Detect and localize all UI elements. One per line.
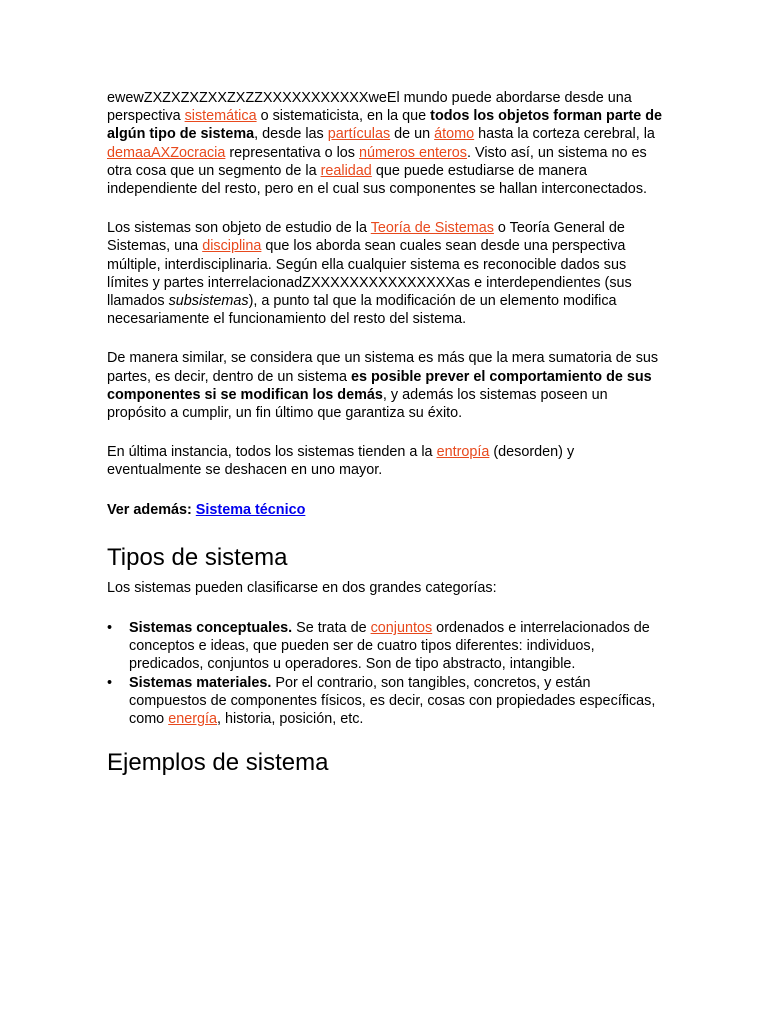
text-span: hasta la corteza cerebral, la xyxy=(474,126,655,143)
text-span: De manera similar, se considera que un sistema es más que la mera sumatoria de sus partes, es decir, dentro de un sistema xyxy=(107,350,659,385)
link-conjuntos[interactable]: conjuntos xyxy=(370,620,433,637)
paragraph-tipos-intro: Los sistemas pueden clasificarse en dos grandes categorías: xyxy=(107,579,497,596)
text-span: , desde las xyxy=(254,126,328,143)
text-span: , y además los sistemas poseen un propósito a cumplir, un fin último que garantiza su éxito. xyxy=(107,386,608,422)
link-atomo[interactable]: átomo xyxy=(434,126,475,143)
document-body xyxy=(107,89,667,778)
bold-text: es posible prever el comportamiento de sus componentes si se modifican los demás xyxy=(107,368,652,403)
link-democracia[interactable]: demaaAXZocracia xyxy=(107,144,226,161)
paragraph-teoria xyxy=(107,219,667,328)
see-also xyxy=(107,501,667,519)
link-entropia[interactable]: entropía xyxy=(436,444,490,461)
text-span: que los aborda sean cuales sean desde una perspectiva múltiple, interdisciplinaria. Según ella cualquier sistema es reconocible dados sus límites y partes interrelacionadZXXXXXXXXXXXXXXXas e interdependientes (sus llamados xyxy=(107,238,632,310)
text-span: representativa o los xyxy=(225,144,359,161)
bold-text: Sistemas conceptuales. xyxy=(129,620,293,637)
heading-ejemplos-de-sistema: Ejemplos de sistema xyxy=(107,749,329,777)
paragraph-intro xyxy=(107,89,667,198)
text-span: o sistematicista, en la que xyxy=(256,108,431,125)
link-energia[interactable]: energía xyxy=(168,711,218,728)
see-also-label: Ver además: xyxy=(107,501,196,518)
list-item xyxy=(107,674,667,729)
italic-text: subsistemas xyxy=(168,293,249,310)
bullet-marker: • xyxy=(107,620,113,637)
text-span: , historia, posición, etc. xyxy=(217,711,364,728)
text-span: En última instancia, todos los sistemas tienden a la xyxy=(107,444,437,461)
link-realidad[interactable]: realidad xyxy=(320,162,372,179)
text-span: ewewZXZXZXZXXZXZZXXXXXXXXXXXweEl mundo puede abordarse desde una perspectiva xyxy=(107,90,632,125)
link-disciplina[interactable]: disciplina xyxy=(202,238,262,255)
paragraph-similar xyxy=(107,349,667,422)
tipos-list xyxy=(107,619,667,728)
bold-text: todos los objetos forman parte de algún tipo de sistema xyxy=(107,108,663,143)
link-sistematica[interactable]: sistemática xyxy=(184,108,257,125)
bold-text: Sistemas materiales. xyxy=(129,674,272,691)
text-span: Se trata de xyxy=(292,620,371,637)
text-span: (desorden) y eventualmente se deshacen en uno mayor. xyxy=(107,444,575,479)
text-span: o Teoría General de Sistemas, una xyxy=(107,220,625,255)
link-numeros-enteros[interactable]: números enteros xyxy=(358,144,467,161)
see-also-link-text: Sistema técnico xyxy=(195,501,306,518)
link-particulas[interactable]: partículas xyxy=(327,126,391,143)
text-span: ), a punto tal que la modificación de un elemento modifica necesariamente el funcionamiento del resto del sistema. xyxy=(107,293,617,328)
paragraph-entropia xyxy=(107,443,667,479)
bullet-marker: • xyxy=(107,674,113,691)
text-span: que puede estudiarse de manera independiente del resto, pero en el cual sus componentes se hallan interconectados. xyxy=(107,162,648,198)
text-span: ordenados e interrelacionados de conceptos e ideas, que pueden ser de cuatro tipos diferentes: individuos, predicados, conjuntos u operadores. Son de tipo abstracto, intangible. xyxy=(129,620,650,673)
link-sistema-tecnico[interactable] xyxy=(196,502,306,518)
text-span: Los sistemas son objeto de estudio de la xyxy=(107,220,371,237)
list-item xyxy=(107,619,667,674)
heading-tipos-de-sistema: Tipos de sistema xyxy=(107,543,288,571)
text-span: de un xyxy=(390,126,435,143)
text-span: Por el contrario, son tangibles, concretos, y están compuestos de componentes físicos, es decir, cosas con propiedades específicas, como xyxy=(129,674,656,728)
link-teoria-de-sistemas[interactable]: Teoría de Sistemas xyxy=(370,220,494,237)
text-span: . Visto así, un sistema no es otra cosa que un segmento de la xyxy=(107,144,647,179)
